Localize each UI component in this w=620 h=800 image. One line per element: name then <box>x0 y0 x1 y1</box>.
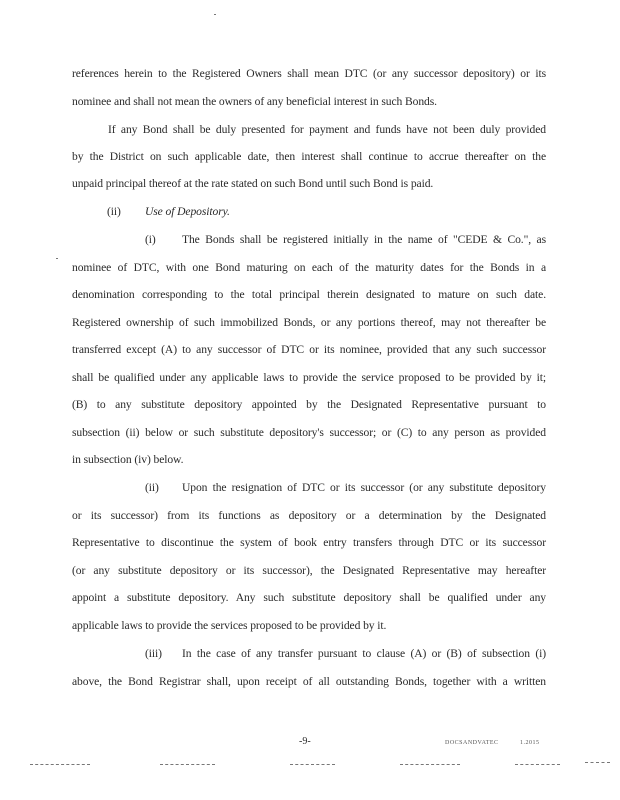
text-line: in subsection (iv) below. <box>72 453 184 466</box>
text-line: subsection (ii) below or such substitute depository's successor; or (C) to any person as provided <box>72 426 546 439</box>
text-line: The Bonds shall be registered initially in the name of "CEDE & Co.", as <box>182 233 546 246</box>
text-line: (B) to any substitute depository appointed by the Designated Representative pursuant to <box>72 398 546 411</box>
text-line: nominee and shall not mean the owners of any beneficial interest in such Bonds. <box>72 95 437 108</box>
scan-artifact <box>400 762 460 765</box>
subsection-number: (iii) <box>145 647 162 660</box>
scan-artifact <box>160 762 215 765</box>
scan-artifact <box>515 762 560 765</box>
text-line: unpaid principal thereof at the rate stated on such Bond until such Bond is paid. <box>72 177 434 190</box>
text-line: denomination corresponding to the total principal therein designated to mature on such date. <box>72 288 546 301</box>
text-line: shall be qualified under any applicable laws to provide the service proposed to be provided by it; <box>72 371 546 384</box>
scan-artifact <box>30 762 90 765</box>
page-number: -9- <box>299 736 311 747</box>
document-code: DOCSANDVATEC <box>445 740 499 746</box>
text-line: nominee of DTC, with one Bond maturing on each of the maturity dates for the Bonds in a <box>72 261 546 274</box>
text-line: If any Bond shall be duly presented for payment and funds have not been duly provided <box>108 123 546 136</box>
scan-artifact <box>290 762 335 765</box>
text-line: or its successor) from its functions as depository or a determination by the Designated <box>72 509 546 522</box>
text-line: above, the Bond Registrar shall, upon receipt of all outstanding Bonds, together with a written <box>72 675 546 688</box>
text-line: Upon the resignation of DTC or its successor (or any substitute depository <box>182 481 546 494</box>
text-line: by the District on such applicable date, then interest shall continue to accrue thereafter on the <box>72 150 546 163</box>
subsection-number: (ii) <box>145 481 159 494</box>
section-number: (ii) <box>107 205 121 218</box>
section-heading: Use of Depository. <box>145 205 230 218</box>
scan-speck <box>56 258 58 259</box>
text-line: applicable laws to provide the services proposed to be provided by it. <box>72 619 387 632</box>
text-line: transferred except (A) to any successor of DTC or its nominee, provided that any such successor <box>72 343 546 356</box>
text-line: references herein to the Registered Owners shall mean DTC (or any successor depository) or its <box>72 67 546 80</box>
text-line: appoint a substitute depository. Any such substitute depository shall be qualified under any <box>72 591 546 604</box>
scan-artifact <box>585 760 610 763</box>
text-line: Registered ownership of such immobilized Bonds, or any portions thereof, may not thereafter be <box>72 316 546 329</box>
subsection-number: (i) <box>145 233 156 246</box>
document-code-secondary: 1.2015 <box>520 740 540 746</box>
text-line: Representative to discontinue the system of book entry transfers through DTC or its successor <box>72 536 546 549</box>
text-line: In the case of any transfer pursuant to clause (A) or (B) of subsection (i) <box>182 647 546 660</box>
text-line: (or any substitute depository or its successor), the Designated Representative may hereafter <box>72 564 546 577</box>
scan-speck <box>214 14 216 15</box>
